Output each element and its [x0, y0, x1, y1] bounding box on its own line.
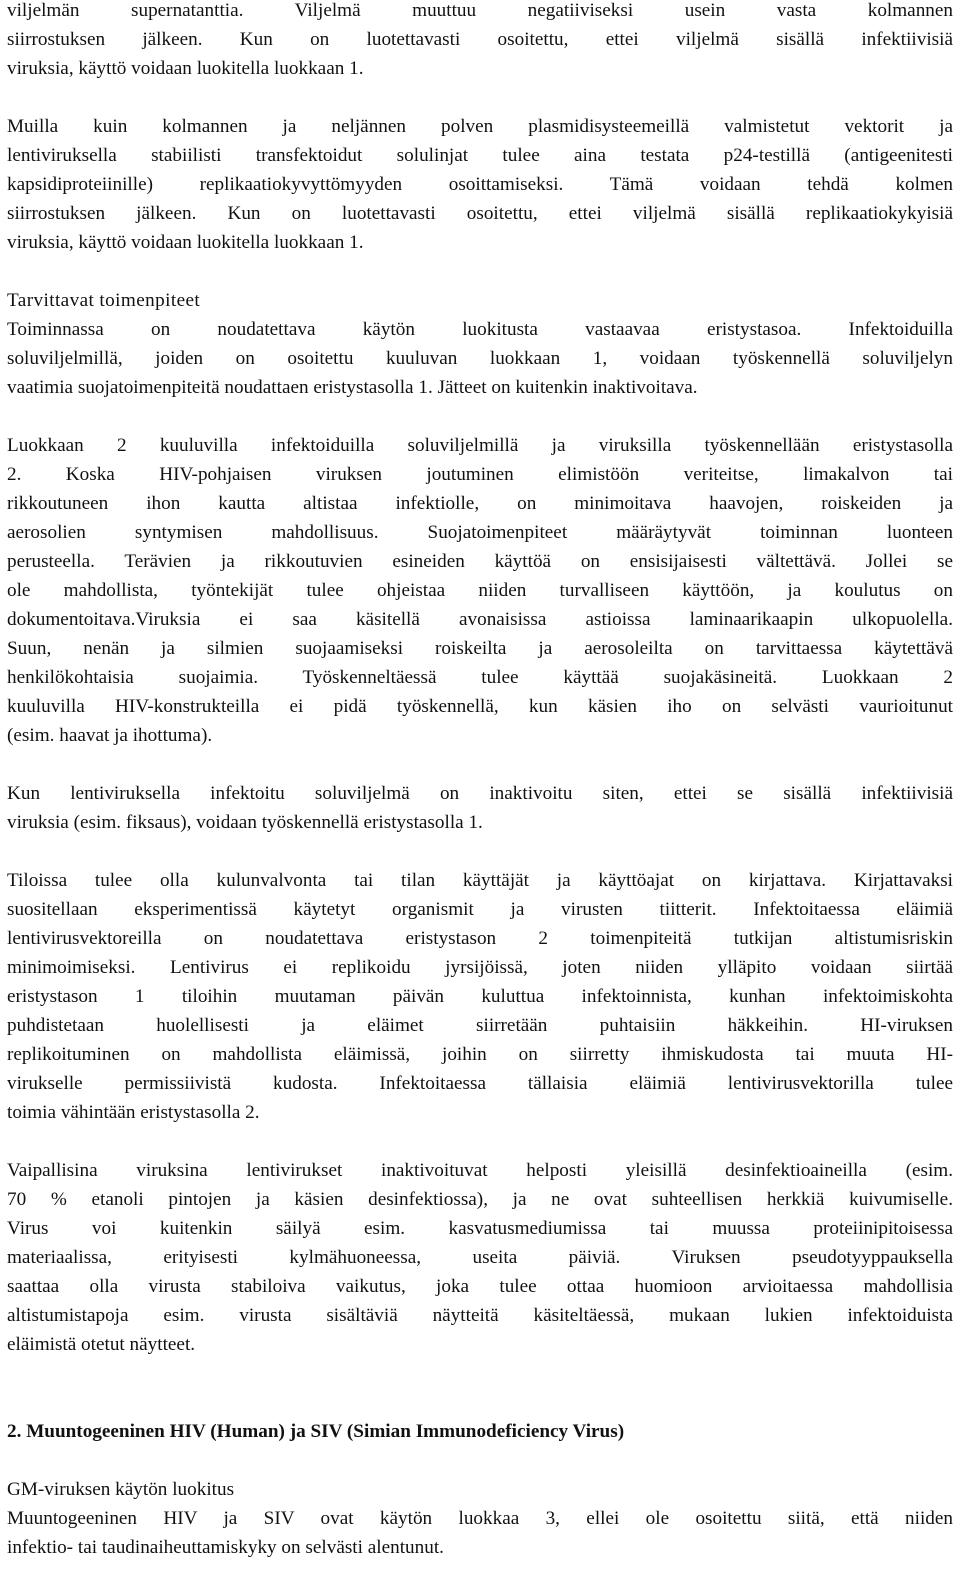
- paragraph-4-line-10: kuuluvilla HIV-konstrukteilla ei pidä työskennellä, kun käsien iho on selvästi vaurioitunut: [7, 696, 953, 717]
- section-heading: 2. Muuntogeeninen HIV (Human) ja SIV (Simian Immunodeficiency Virus): [7, 1421, 625, 1442]
- paragraph-6-line-7: replikoituminen on mahdollista eläimissä, joihin on siirretty ihmiskudosta tai muuta HI-: [7, 1044, 953, 1065]
- paragraph-4-line-8: Suun, nenän ja silmien suojaamiseksi roiskeilta ja aerosoleilta on tarvittaessa käytettävä: [7, 638, 953, 659]
- paragraph-7-line-3: Virus voi kuitenkin säilyä esim. kasvatusmediumissa tai muussa proteiinipitoisessa: [7, 1218, 953, 1239]
- paragraph-8-line-1: Muuntogeeninen HIV ja SIV ovat käytön luokkaa 3, ellei ole osoitettu siitä, että niiden: [7, 1508, 953, 1529]
- paragraph-4-line-2: 2. Koska HIV-pohjaisen viruksen joutuminen elimistöön veriteitse, limakalvon tai: [7, 464, 953, 485]
- paragraph-7-line-5: saattaa olla virusta stabiloiva vaikutus, joka tulee ottaa huomioon arvioitaessa mahdollisia: [7, 1276, 953, 1297]
- paragraph-7-line-2: 70 % etanoli pintojen ja käsien desinfektiossa), ja ne ovat suhteellisen herkkiä kuivumiselle.: [7, 1189, 953, 1210]
- paragraph-3-line-2: soluviljelmillä, joiden on osoitettu kuuluvan luokkaan 1, voidaan työskennellä soluviljelyn: [7, 348, 953, 369]
- paragraph-4-line-4: aerosolien syntymisen mahdollisuus. Suojatoimenpiteet määräytyvät toiminnan luonteen: [7, 522, 953, 543]
- paragraph-7-line-6: altistumistapoja esim. virusta sisältäviä näytteitä käsiteltäessä, mukaan lukien infektoiduista: [7, 1305, 953, 1326]
- paragraph-6-line-3: lentivirusvektoreilla on noudatettava eristystason 2 toimenpiteitä tutkijan altistumisriskin: [7, 928, 953, 949]
- paragraph-1-line-1: viljelmän supernatanttia. Viljelmä muuttuu negatiiviseksi usein vasta kolmannen: [7, 0, 953, 21]
- paragraph-4-line-1: Luokkaan 2 kuuluvilla infektoiduilla soluviljelmillä ja viruksilla työskennellään eristystasolla: [7, 435, 953, 456]
- paragraph-5-line-2: viruksia (esim. fiksaus), voidaan työskennellä eristystasolla 1.: [7, 812, 483, 833]
- paragraph-6-line-2: suositellaan eksperimentissä käytetyt organismit ja virusten tiitterit. Infektoitaessa eläimiä: [7, 899, 953, 920]
- subheading-gm-classification: GM-viruksen käytön luokitus: [7, 1479, 235, 1500]
- paragraph-4-line-11: (esim. haavat ja ihottuma).: [7, 725, 213, 746]
- paragraph-4-line-3: rikkoutuneen ihon kautta altistaa infektiolle, on minimoitava haavojen, roiskeiden ja: [7, 493, 953, 514]
- paragraph-3-line-1: Toiminnassa on noudatettava käytön luokitusta vastaavaa eristystasoa. Infektoiduilla: [7, 319, 953, 340]
- paragraph-2-line-5: viruksia, käyttö voidaan luokitella luokkaan 1.: [7, 232, 364, 253]
- paragraph-6-line-4: minimoimiseksi. Lentivirus ei replikoidu jyrsijöissä, joten niiden ylläpito voidaan siirtää: [7, 957, 953, 978]
- paragraph-4-line-6: ole mahdollista, työntekijät tulee ohjeistaa niiden turvalliseen käyttöön, ja koulutus on: [7, 580, 953, 601]
- paragraph-6-line-1: Tiloissa tulee olla kulunvalvonta tai tilan käyttäjät ja käyttöajat on kirjattava. Kirjattavaksi: [7, 870, 953, 891]
- paragraph-6-line-8: virukselle permissiivistä kudosta. Infektoitaessa tällaisia eläimiä lentivirusvektorilla tulee: [7, 1073, 953, 1094]
- paragraph-6-line-9: toimia vähintään eristystasolla 2.: [7, 1102, 260, 1123]
- paragraph-7-line-7: eläimistä otetut näytteet.: [7, 1334, 196, 1355]
- paragraph-5-line-1: Kun lentiviruksella infektoitu soluviljelmä on inaktivoitu siten, ettei se sisällä infektiivisiä: [7, 783, 953, 804]
- paragraph-6-line-5: eristystason 1 tiloihin muutaman päivän kuluttua infektoinnista, kunhan infektoimiskohta: [7, 986, 953, 1007]
- paragraph-7-line-4: materiaalissa, erityisesti kylmähuoneessa, useita päiviä. Viruksen pseudotyyppauksella: [7, 1247, 953, 1268]
- paragraph-2-line-4: siirrostuksen jälkeen. Kun on luotettavasti osoitettu, ettei viljelmä sisällä replikaatiokykyisiä: [7, 203, 953, 224]
- subheading-measures: Tarvittavat toimenpiteet: [7, 290, 201, 311]
- paragraph-2-line-2: lentiviruksella stabiilisti transfektoidut solulinjat tulee aina testata p24-testillä (antigeenitesti: [7, 145, 953, 166]
- paragraph-1-line-3: viruksia, käyttö voidaan luokitella luokkaan 1.: [7, 58, 364, 79]
- paragraph-6-line-6: puhdistetaan huolellisesti ja eläimet siirretään puhtaisiin häkkeihin. HI-viruksen: [7, 1015, 953, 1036]
- paragraph-7-line-1: Vaipallisina viruksina lentivirukset inaktivoituvat helposti yleisillä desinfektioaineilla (esim.: [7, 1160, 953, 1181]
- paragraph-4-line-9: henkilökohtaisia suojaimia. Työskenneltäessä tulee käyttää suojakäsineitä. Luokkaan 2: [7, 667, 953, 688]
- paragraph-3-line-3: vaatimia suojatoimenpiteitä noudattaen eristystasolla 1. Jätteet on kuitenkin inaktivoitava.: [7, 377, 698, 398]
- paragraph-8-line-2: infektio- tai taudinaiheuttamiskyky on selvästi alentunut.: [7, 1537, 444, 1558]
- paragraph-2-line-1: Muilla kuin kolmannen ja neljännen polven plasmidisysteemeillä valmistetut vektorit ja: [7, 116, 953, 137]
- paragraph-4-line-7: dokumentoitava.Viruksia ei saa käsitellä avonaisissa astioissa laminaarikaapin ulkopuolella.: [7, 609, 953, 630]
- paragraph-2-line-3: kapsidiproteiinille) replikaatiokyvyttömyyden osoittamiseksi. Tämä voidaan tehdä kolmen: [7, 174, 953, 195]
- paragraph-4-line-5: perusteella. Terävien ja rikkoutuvien esineiden käyttöä on ensisijaisesti vältettävä. Jollei se: [7, 551, 953, 572]
- paragraph-1-line-2: siirrostuksen jälkeen. Kun on luotettavasti osoitettu, ettei viljelmä sisällä infektiivisiä: [7, 29, 953, 50]
